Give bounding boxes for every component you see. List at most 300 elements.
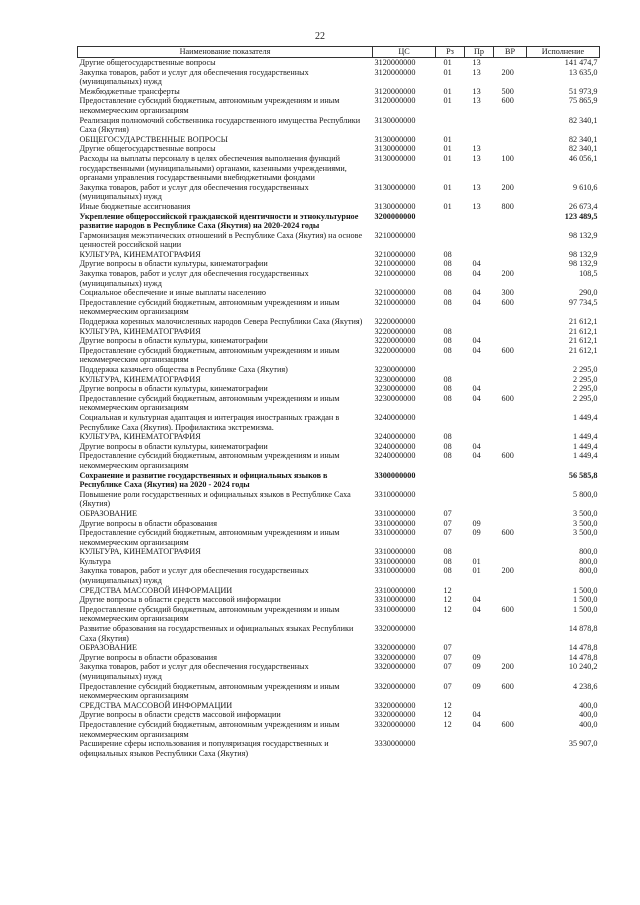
- row-name: ОБЩЕГОСУДАРСТВЕННЫЕ ВОПРОСЫ: [79, 134, 228, 144]
- row-amount: 2 295,0: [572, 374, 598, 384]
- row-amount: 400,0: [579, 710, 598, 720]
- row-amount: 75 865,9: [568, 96, 598, 106]
- row-amount: 400,0: [579, 700, 598, 710]
- row-pr: 04: [472, 604, 481, 614]
- row-name: КУЛЬТУРА, КИНЕМАТОГРАФИЯ: [79, 249, 201, 259]
- row-rz: 12: [443, 585, 452, 595]
- header-cs: ЦС: [373, 47, 436, 58]
- row-cs: 3200000000: [374, 211, 416, 221]
- row-pr: 04: [472, 441, 481, 451]
- row-vr: [494, 432, 527, 442]
- row-vr: [494, 519, 527, 529]
- row-name: Другие вопросы в области культуры, кинематографии: [79, 384, 268, 394]
- row-amount: 10 240,2: [568, 662, 598, 672]
- row-cs: 3310000000: [374, 604, 416, 614]
- table-row: [78, 662, 600, 681]
- row-pr: 13: [472, 182, 481, 192]
- row-rz: 08: [443, 259, 452, 269]
- row-cs: 3240000000: [374, 412, 416, 422]
- row-name: Укрепление общероссийской гражданской идентичности и этнокультурное развитие народов в Республике Саха (Якутия) на 2020-2024 годы: [79, 211, 359, 231]
- row-name: Повышение роли государственных и официальных языков в Республике Саха (Якутия): [79, 489, 351, 509]
- row-amount: 98 132,9: [568, 230, 598, 240]
- row-vr: 600: [501, 681, 514, 691]
- table-row: [78, 365, 600, 375]
- row-pr: 04: [472, 595, 481, 605]
- row-vr: [494, 259, 527, 269]
- row-amount: 800,0: [579, 566, 598, 576]
- row-name: Поддержка коренных малочисленных народов Севера Республики Саха (Якутия): [79, 317, 363, 327]
- row-cs: 3210000000: [374, 249, 416, 259]
- row-vr: [494, 250, 527, 260]
- row-cs: 3210000000: [374, 297, 416, 307]
- row-rz: [436, 231, 465, 250]
- row-rz: 08: [443, 556, 452, 566]
- row-pr: [465, 643, 494, 653]
- table-row: [78, 259, 600, 269]
- row-name: Закупка товаров, работ и услуг для обеспечения государственных (муниципальных) нужд: [79, 662, 309, 681]
- row-cs: 3210000000: [374, 288, 416, 298]
- row-rz: 07: [443, 652, 452, 662]
- row-vr: [494, 557, 527, 567]
- row-vr: 300: [501, 288, 514, 298]
- row-rz: 08: [443, 547, 452, 557]
- row-amount: 1 449,4: [572, 451, 598, 461]
- row-cs: 3230000000: [374, 365, 416, 374]
- row-vr: 200: [501, 67, 514, 77]
- table-row: [78, 471, 600, 490]
- row-name: Предоставление субсидий бюджетным, автономным учреждениям и иным некоммерческим организациям: [79, 297, 340, 317]
- row-vr: 200: [501, 182, 514, 192]
- row-pr: 04: [472, 259, 481, 269]
- row-rz: 12: [443, 595, 452, 605]
- row-name: КУЛЬТУРА, КИНЕМАТОГРАФИЯ: [79, 432, 201, 442]
- row-pr: 04: [472, 451, 481, 461]
- row-amount: 82 340,1: [568, 115, 598, 125]
- row-vr: 600: [501, 297, 514, 307]
- row-pr: 09: [472, 681, 481, 691]
- row-vr: 600: [501, 451, 514, 461]
- row-vr: 500: [501, 86, 514, 96]
- row-amount: 21 612,1: [568, 317, 598, 327]
- row-amount: 5 800,0: [572, 489, 598, 499]
- row-vr: 600: [501, 96, 514, 106]
- table-row: [78, 509, 600, 519]
- row-cs: 3310000000: [374, 528, 416, 538]
- table-row: [78, 288, 600, 298]
- row-rz: [436, 490, 465, 509]
- row-amount: 1 500,0: [572, 604, 598, 614]
- row-cs: 3230000000: [374, 374, 416, 384]
- row-cs: 3210000000: [374, 230, 416, 240]
- row-name: Межбюджетные трансферты: [79, 86, 180, 96]
- row-rz: 08: [443, 384, 452, 394]
- row-amount: 21 612,1: [568, 326, 598, 336]
- row-rz: [436, 116, 465, 135]
- row-pr: 01: [472, 556, 481, 566]
- row-amount: 21 612,1: [568, 345, 598, 355]
- row-amount: 56 585,8: [568, 470, 598, 480]
- row-amount: 3 500,0: [572, 508, 598, 518]
- row-rz: 01: [443, 144, 452, 154]
- row-cs: 3320000000: [374, 719, 416, 729]
- row-amount: 4 238,6: [572, 681, 598, 691]
- row-name: Предоставление субсидий бюджетным, автономным учреждениям и иным некоммерческим организациям: [79, 681, 340, 701]
- row-amount: 800,0: [579, 556, 598, 566]
- row-rz: 07: [443, 528, 452, 538]
- row-name: Закупка товаров, работ и услуг для обеспечения государственных (муниципальных) нужд: [79, 182, 309, 202]
- row-vr: [494, 365, 527, 375]
- row-amount: 290,0: [579, 288, 598, 298]
- row-rz: 08: [443, 345, 452, 355]
- row-rz: 08: [443, 566, 452, 576]
- row-amount: 1 500,0: [572, 585, 598, 595]
- row-cs: 3120000000: [374, 96, 416, 106]
- row-rz: 12: [443, 700, 452, 710]
- row-cs: 3320000000: [374, 643, 416, 653]
- row-cs: 3130000000: [374, 201, 416, 211]
- row-rz: 01: [443, 134, 452, 144]
- row-cs: 3240000000: [374, 432, 416, 442]
- row-vr: [494, 317, 527, 327]
- row-vr: [494, 509, 527, 519]
- row-amount: 13 635,0: [568, 67, 598, 77]
- table-row: [78, 212, 600, 231]
- row-vr: [494, 643, 527, 653]
- table-row: [78, 432, 600, 442]
- row-rz: [436, 739, 465, 758]
- row-amount: 82 340,1: [568, 144, 598, 154]
- table-row: [78, 528, 600, 547]
- row-vr: [494, 624, 527, 643]
- table-row: [78, 720, 600, 739]
- row-rz: 08: [443, 432, 452, 442]
- row-rz: [436, 317, 465, 327]
- row-pr: 04: [472, 393, 481, 403]
- row-pr: [465, 365, 494, 375]
- row-amount: 82 340,1: [568, 134, 598, 144]
- row-vr: [494, 490, 527, 509]
- row-cs: 3220000000: [374, 326, 416, 336]
- table-row: [78, 624, 600, 643]
- row-rz: 07: [443, 508, 452, 518]
- row-pr: [465, 116, 494, 135]
- table-row: [78, 547, 600, 557]
- row-name: Другие общегосударственные вопросы: [79, 144, 216, 154]
- table-row: [78, 250, 600, 260]
- table-row: [78, 384, 600, 394]
- row-pr: [465, 547, 494, 557]
- row-name: Социальная и культурная адаптация и интеграция иностранных граждан в Республике Саха (Якутия). Профилактика экстремизма.: [79, 412, 340, 432]
- row-cs: 3130000000: [374, 153, 416, 163]
- row-name: Предоставление субсидий бюджетным, автономным учреждениям и иным некоммерческим организациям: [79, 604, 340, 624]
- row-amount: 123 489,5: [564, 211, 598, 221]
- row-vr: [494, 384, 527, 394]
- row-amount: 1 449,4: [572, 432, 598, 442]
- row-pr: 09: [472, 518, 481, 528]
- row-name: ОБРАЗОВАНИЕ: [79, 508, 138, 518]
- row-rz: 12: [443, 604, 452, 614]
- row-pr: [465, 509, 494, 519]
- row-cs: 3220000000: [374, 345, 416, 355]
- table-row: [78, 87, 600, 97]
- row-vr: [494, 231, 527, 250]
- row-name: Иные бюджетные ассигнования: [79, 201, 191, 211]
- row-vr: 200: [501, 269, 514, 279]
- row-name: СРЕДСТВА МАССОВОЙ ИНФОРМАЦИИ: [79, 585, 233, 595]
- row-amount: 14 478,8: [568, 652, 598, 662]
- row-rz: 08: [443, 374, 452, 384]
- row-vr: [494, 327, 527, 337]
- header-vr: ВР: [494, 47, 527, 58]
- header-amount: Исполнение: [527, 47, 600, 58]
- row-amount: 1 500,0: [572, 595, 598, 605]
- row-cs: 3320000000: [374, 624, 416, 634]
- row-pr: [465, 413, 494, 432]
- table-row: [78, 96, 600, 115]
- row-cs: 3320000000: [374, 700, 416, 710]
- row-pr: [465, 701, 494, 711]
- table-row: [78, 68, 600, 87]
- row-amount: 3 500,0: [572, 528, 598, 538]
- row-rz: 01: [443, 201, 452, 211]
- row-cs: 3230000000: [374, 393, 416, 403]
- row-amount: 800,0: [579, 547, 598, 557]
- row-cs: 3210000000: [374, 269, 416, 279]
- row-name: ОБРАЗОВАНИЕ: [79, 643, 138, 653]
- row-rz: [436, 471, 465, 490]
- row-name: Культура: [79, 556, 111, 566]
- row-name: Закупка товаров, работ и услуг для обеспечения государственных (муниципальных) нужд: [79, 566, 309, 586]
- row-vr: 600: [501, 345, 514, 355]
- table-body: [78, 58, 600, 759]
- row-pr: 04: [472, 710, 481, 720]
- row-rz: 01: [443, 96, 452, 106]
- row-pr: 13: [472, 153, 481, 163]
- row-cs: 3310000000: [374, 556, 416, 566]
- table-row: [78, 682, 600, 701]
- row-name: Другие вопросы в области культуры, кинематографии: [79, 441, 268, 451]
- row-cs: 3210000000: [374, 259, 416, 269]
- row-rz: 07: [443, 662, 452, 672]
- row-vr: 100: [501, 153, 514, 163]
- row-cs: 3310000000: [374, 595, 416, 605]
- row-name: Другие вопросы в области средств массовой информации: [79, 710, 281, 720]
- row-cs: 3240000000: [374, 441, 416, 451]
- row-name: Развитие образования на государственных и официальных языках Республики Саха (Якутия): [79, 624, 354, 643]
- row-cs: 3310000000: [374, 547, 416, 557]
- row-name: Расширение сферы использования и популяризация государственных и официальных языков Республики Саха (Якутия): [79, 739, 329, 758]
- row-pr: [465, 250, 494, 260]
- row-rz: 08: [443, 336, 452, 346]
- row-cs: 3310000000: [374, 585, 416, 595]
- row-name: Гармонизация межэтнических отношений в Республике Саха (Якутия) на основе ценностей российской нации: [79, 230, 363, 250]
- row-cs: 3240000000: [374, 451, 416, 461]
- row-name: Предоставление субсидий бюджетным, автономным учреждениям и иным некоммерческим организациям: [79, 719, 340, 739]
- row-vr: [494, 595, 527, 605]
- row-vr: [494, 135, 527, 145]
- row-rz: 12: [443, 710, 452, 720]
- row-amount: 97 734,5: [568, 297, 598, 307]
- row-vr: [494, 739, 527, 758]
- row-pr: [465, 231, 494, 250]
- row-name: Предоставление субсидий бюджетным, автономным учреждениям и иным некоммерческим организациям: [79, 528, 340, 547]
- row-vr: 600: [501, 528, 514, 538]
- table-row: [78, 653, 600, 663]
- table-row: [78, 586, 600, 596]
- table-row: [78, 144, 600, 154]
- row-vr: [494, 471, 527, 490]
- row-cs: 3310000000: [374, 566, 416, 576]
- row-cs: 3320000000: [374, 662, 416, 672]
- table-row: [78, 595, 600, 605]
- row-cs: 3120000000: [374, 86, 416, 96]
- row-cs: 3310000000: [374, 508, 416, 518]
- row-rz: 08: [443, 249, 452, 259]
- table-row: [78, 557, 600, 567]
- row-name: Другие вопросы в области образования: [79, 652, 217, 662]
- table-row: [78, 298, 600, 317]
- row-name: Предоставление субсидий бюджетным, автономным учреждениям и иным некоммерческим организациям: [79, 451, 340, 470]
- row-cs: 3320000000: [374, 652, 416, 662]
- row-cs: 3220000000: [374, 317, 416, 327]
- row-rz: 01: [443, 86, 452, 96]
- table-row: [78, 183, 600, 202]
- row-vr: 600: [501, 719, 514, 729]
- row-name: КУЛЬТУРА, КИНЕМАТОГРАФИЯ: [79, 374, 201, 384]
- row-rz: [436, 212, 465, 231]
- row-cs: 3130000000: [374, 182, 416, 192]
- table-row: [78, 643, 600, 653]
- table-row: [78, 327, 600, 337]
- row-amount: 51 973,9: [568, 86, 598, 96]
- table-row: [78, 336, 600, 346]
- row-name: Другие вопросы в области образования: [79, 518, 217, 528]
- row-name: Закупка товаров, работ и услуг для обеспечения государственных (муниципальных) нужд: [79, 67, 309, 87]
- row-name: Сохранение и развитие государственных и официальных языков в Республике Саха (Якутия) на 2020 - 2024 годы: [79, 470, 328, 490]
- row-rz: 08: [443, 441, 452, 451]
- row-pr: [465, 135, 494, 145]
- table-row: [78, 116, 600, 135]
- row-cs: 3230000000: [374, 384, 416, 394]
- row-vr: 200: [501, 662, 514, 672]
- row-name: Предоставление субсидий бюджетным, автономным учреждениям и иным некоммерческим организациям: [79, 345, 340, 365]
- row-name: Предоставление субсидий бюджетным, автономным учреждениям и иным некоммерческим организациям: [79, 96, 340, 115]
- row-pr: [465, 624, 494, 643]
- table-row: [78, 375, 600, 385]
- row-amount: 46 056,1: [568, 153, 598, 163]
- row-amount: 98 132,9: [568, 259, 598, 269]
- table-row: [78, 519, 600, 529]
- row-rz: 08: [443, 269, 452, 279]
- row-vr: [494, 144, 527, 154]
- row-rz: 01: [443, 182, 452, 192]
- table-row: [78, 739, 600, 758]
- row-pr: 13: [472, 67, 481, 77]
- table-row: [78, 269, 600, 288]
- row-cs: 3310000000: [374, 518, 416, 528]
- row-cs: 3320000000: [374, 681, 416, 691]
- row-amount: 26 673,4: [568, 201, 598, 211]
- header-pr: Пр: [465, 47, 494, 58]
- row-amount: 35 907,0: [568, 739, 598, 749]
- row-pr: [465, 375, 494, 385]
- row-pr: 04: [472, 288, 481, 298]
- table-row: [78, 317, 600, 327]
- row-amount: 14 878,8: [568, 624, 598, 634]
- header-rz: Рз: [436, 47, 465, 58]
- table-row: [78, 154, 600, 183]
- row-name: Другие общегосударственные вопросы: [79, 58, 216, 67]
- row-amount: 1 449,4: [572, 412, 598, 422]
- row-pr: 13: [472, 86, 481, 96]
- row-pr: [465, 739, 494, 758]
- row-cs: 3120000000: [374, 58, 416, 67]
- row-amount: 108,5: [579, 269, 598, 279]
- table-row: [78, 490, 600, 509]
- row-vr: [494, 116, 527, 135]
- row-cs: 3130000000: [374, 134, 416, 144]
- table-row: [78, 710, 600, 720]
- row-rz: 01: [443, 153, 452, 163]
- row-amount: 1 449,4: [572, 441, 598, 451]
- row-vr: [494, 336, 527, 346]
- row-name: Расходы на выплаты персоналу в целях обеспечения выполнения функций государственными (муниципальными) органами, казенными учреждениями, органами управления государственными внебюджетными фондами: [79, 153, 347, 183]
- row-cs: 3130000000: [374, 115, 416, 125]
- row-cs: 3130000000: [374, 144, 416, 154]
- row-pr: [465, 432, 494, 442]
- row-pr: 04: [472, 719, 481, 729]
- row-name: Закупка товаров, работ и услуг для обеспечения государственных (муниципальных) нужд: [79, 269, 309, 288]
- table-row: [78, 58, 600, 68]
- row-cs: 3300000000: [374, 470, 416, 480]
- row-amount: 2 295,0: [572, 365, 598, 374]
- row-rz: 01: [443, 67, 452, 77]
- row-vr: [494, 212, 527, 231]
- row-rz: 08: [443, 297, 452, 307]
- row-rz: 01: [443, 58, 452, 67]
- row-amount: 9 610,6: [572, 182, 598, 192]
- table-row: [78, 566, 600, 585]
- row-rz: [436, 413, 465, 432]
- row-amount: 3 500,0: [572, 518, 598, 528]
- row-amount: 141 474,7: [564, 58, 598, 67]
- table-row: [78, 451, 600, 470]
- row-name: Реализация полномочий собственника государственного имущества Республики Саха (Якутия): [79, 115, 361, 135]
- row-pr: 04: [472, 345, 481, 355]
- row-cs: 3310000000: [374, 489, 416, 499]
- row-pr: 04: [472, 336, 481, 346]
- row-vr: [494, 701, 527, 711]
- row-name: Социальное обеспечение и иные выплаты населению: [79, 288, 266, 298]
- table-row: [78, 394, 600, 413]
- row-pr: [465, 490, 494, 509]
- row-vr: [494, 710, 527, 720]
- row-vr: 800: [501, 201, 514, 211]
- row-name: Другие вопросы в области средств массовой информации: [79, 595, 281, 605]
- page-number: 22: [315, 31, 325, 42]
- row-pr: 04: [472, 297, 481, 307]
- header-row: [78, 47, 600, 58]
- row-rz: 07: [443, 518, 452, 528]
- row-vr: [494, 413, 527, 432]
- row-pr: [465, 212, 494, 231]
- row-rz: 08: [443, 288, 452, 298]
- row-vr: 600: [501, 604, 514, 614]
- row-amount: 14 478,8: [568, 643, 598, 653]
- row-pr: 09: [472, 528, 481, 538]
- table-row: [78, 135, 600, 145]
- row-pr: 04: [472, 384, 481, 394]
